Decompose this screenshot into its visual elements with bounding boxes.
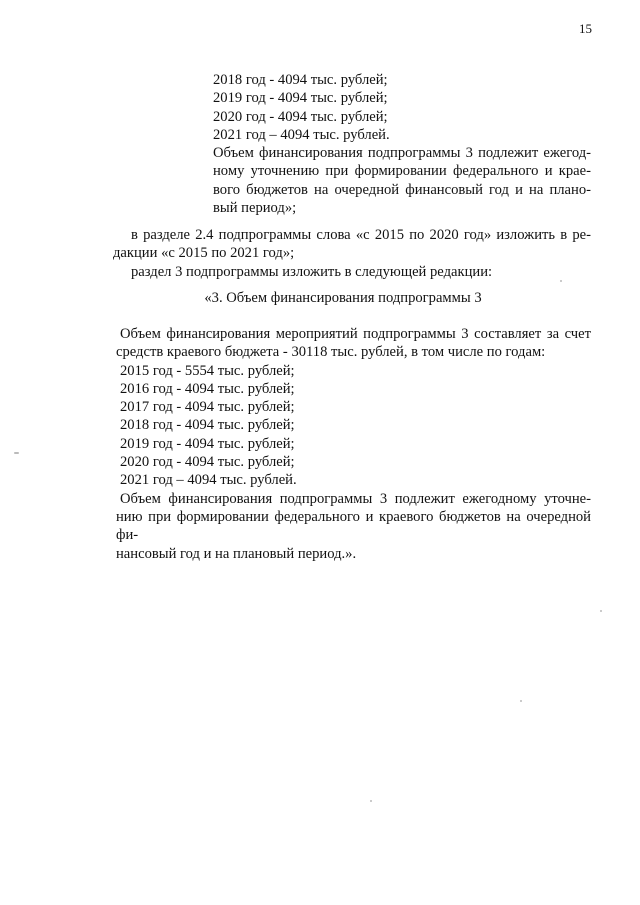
scan-speck <box>14 452 19 454</box>
paragraph-line: ному уточнению при формировании федерального и крае- <box>213 163 591 180</box>
paragraph-line: вого бюджетов на очередной финансовый год и на плано- <box>213 181 591 198</box>
closing-line: Объем финансирования подпрограммы 3 подлежит ежегодному уточне- <box>120 490 591 507</box>
page-number: 15 <box>579 21 592 36</box>
paragraph-line: Объем финансирования подпрограммы 3 подлежит ежегод- <box>213 145 591 162</box>
amendment-block <box>113 226 591 281</box>
year-line: 2016 год - 4094 тыс. рублей; <box>120 380 295 397</box>
amendment-line: в разделе 2.4 подпрограммы слова «с 2015 по 2020 год» изложить в ре- <box>131 227 591 243</box>
scan-speck <box>370 800 372 802</box>
year-line: 2021 год – 4094 тыс. рублей. <box>213 126 390 143</box>
section-heading <box>0 289 640 307</box>
year-line: 2020 год - 4094 тыс. рублей; <box>120 454 295 471</box>
closing-line: нию при формировании федерального и краевого бюджетов на очередной фи- <box>116 508 591 544</box>
intro-line: Объем финансирования мероприятий подпрограммы 3 составляет за счет <box>120 326 591 342</box>
amendment-line: дакции «с 2015 по 2021 год»; <box>113 245 295 262</box>
funding-section-body <box>116 325 591 563</box>
funding-years-block-a <box>213 71 591 217</box>
closing-line: нансовый год и на плановый период.». <box>116 545 357 562</box>
intro-line: средств краевого бюджета - 30118 тыс. рублей, в том числе по годам: <box>116 344 546 361</box>
scan-speck <box>560 280 562 282</box>
scan-speck <box>520 700 522 702</box>
section-heading-text: «3. Объем финансирования подпрограммы 3 <box>204 290 482 306</box>
year-line: 2020 год - 4094 тыс. рублей; <box>213 108 388 125</box>
amendment-line: раздел 3 подпрограммы изложить в следующей редакции: <box>131 263 493 280</box>
year-line: 2017 год - 4094 тыс. рублей; <box>120 399 295 416</box>
paragraph-line: вый период»; <box>213 200 297 217</box>
year-line: 2019 год - 4094 тыс. рублей; <box>120 435 295 452</box>
year-line: 2018 год - 4094 тыс. рублей; <box>213 72 388 88</box>
year-line: 2015 год - 5554 тыс. рублей; <box>120 362 295 379</box>
year-line: 2018 год - 4094 тыс. рублей; <box>120 417 295 434</box>
year-line: 2019 год - 4094 тыс. рублей; <box>213 90 388 107</box>
scan-speck <box>600 610 602 612</box>
year-line: 2021 год – 4094 тыс. рублей. <box>120 472 297 489</box>
